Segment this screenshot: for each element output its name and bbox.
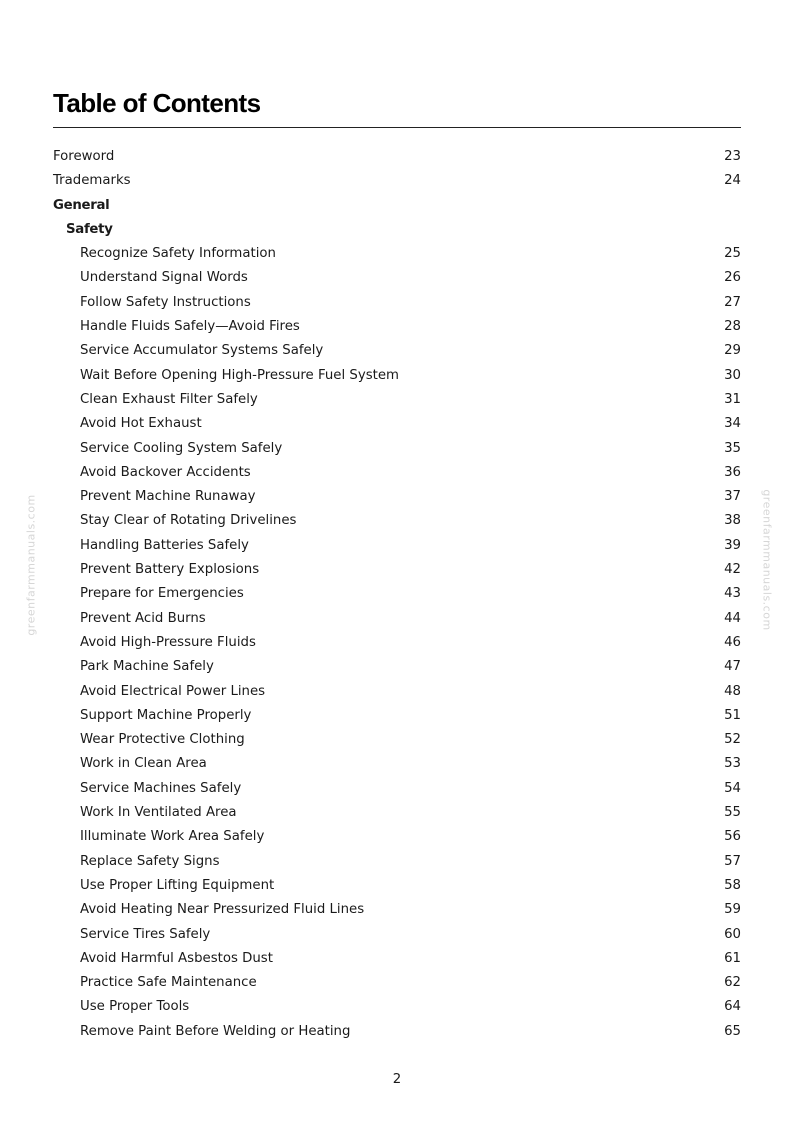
toc-heading [53,218,741,242]
toc-entry-label: Service Tires Safely [80,926,211,942]
toc-entry[interactable] [53,1020,741,1044]
toc-entry-page: 46 [724,634,741,650]
toc-entry[interactable] [53,242,741,266]
toc-entry-label: Safety [66,221,113,237]
toc-entry-page: 27 [724,294,741,310]
toc-list [53,145,741,1044]
toc-entry-label: Prevent Machine Runaway [80,489,256,505]
toc-entry-page: 48 [724,683,741,699]
toc-entry-page: 44 [724,610,741,626]
toc-entry-label: Prevent Acid Burns [80,610,206,626]
toc-entry[interactable] [53,631,741,655]
toc-entry-label: Service Accumulator Systems Safely [80,343,324,359]
page-number: 2 [392,1072,402,1087]
toc-entry[interactable] [53,704,741,728]
toc-entry[interactable] [53,534,741,558]
toc-entry[interactable] [53,558,741,582]
toc-entry-label: Avoid High-Pressure Fluids [80,634,256,650]
toc-entry-label: Use Proper Lifting Equipment [80,877,275,893]
toc-entry-page: 64 [724,999,741,1015]
toc-entry-page: 23 [724,149,741,164]
toc-entry-label: Trademarks [53,173,131,189]
toc-entry-label: Support Machine Properly [80,707,252,723]
toc-entry-page: 58 [724,877,741,893]
toc-entry-label: Wait Before Opening High-Pressure Fuel System [80,367,399,383]
page-title: Table of Contents [53,88,261,118]
watermark-left: greenfarmmanuals.com [24,494,38,636]
toc-entry-page: 55 [724,805,741,821]
toc-entry-page: 30 [724,367,741,383]
toc-entry[interactable] [53,412,741,436]
toc-entry-label: Service Machines Safely [80,780,242,796]
toc-entry-label: Park Machine Safely [80,659,214,675]
toc-entry-label: Recognize Safety Information [80,246,276,262]
toc-entry-label: General [53,197,110,213]
toc-entry-label: Avoid Electrical Power Lines [80,683,266,699]
toc-entry-label: Avoid Heating Near Pressurized Fluid Lines [80,902,365,918]
toc-entry-label: Work in Clean Area [80,756,207,772]
toc-entry-page: 35 [724,440,741,456]
toc-entry-page: 47 [724,659,741,675]
toc-entry[interactable] [53,923,741,947]
toc-entry[interactable] [53,169,741,193]
toc-entry-label: Remove Paint Before Welding or Heating [80,1023,351,1039]
toc-entry-page: 59 [724,902,741,918]
toc-entry-page: 37 [724,489,741,505]
toc-entry-label: Avoid Backover Accidents [80,464,251,480]
watermark-right: greenfarmmanuals.com [760,489,774,631]
toc-entry-page: 39 [724,537,741,553]
toc-entry[interactable] [53,874,741,898]
toc-entry-label: Practice Safe Maintenance [80,975,257,991]
toc-entry-label: Avoid Hot Exhaust [80,416,202,432]
toc-entry-page: 24 [724,173,741,189]
toc-entry[interactable] [53,971,741,995]
toc-entry-label: Avoid Harmful Asbestos Dust [80,950,273,966]
toc-entry-label: Wear Protective Clothing [80,732,245,748]
toc-entry[interactable] [53,825,741,849]
title-divider [53,127,741,128]
toc-entry[interactable] [53,777,741,801]
toc-entry-label: Prepare for Emergencies [80,586,244,602]
toc-entry-page: 42 [724,562,741,578]
toc-entry-page: 29 [724,343,741,359]
toc-entry-label: Foreword [53,149,115,164]
toc-entry[interactable] [53,509,741,533]
toc-entry-page: 34 [724,416,741,432]
toc-entry-page: 51 [724,707,741,723]
toc-entry[interactable] [53,582,741,606]
toc-entry-page: 57 [724,853,741,869]
toc-entry-page: 38 [724,513,741,529]
toc-entry[interactable] [53,339,741,363]
toc-entry-page: 28 [724,319,741,335]
toc-entry-label: Clean Exhaust Filter Safely [80,391,258,407]
toc-entry-label: Use Proper Tools [80,999,190,1015]
toc-entry[interactable] [53,364,741,388]
toc-entry-label: Handle Fluids Safely—Avoid Fires [80,319,300,335]
toc-entry-label: Handling Batteries Safely [80,537,249,553]
toc-entry[interactable] [53,437,741,461]
toc-entry[interactable] [53,291,741,315]
toc-entry-page: 26 [724,270,741,286]
toc-entry[interactable] [53,607,741,631]
toc-entry-label: Illuminate Work Area Safely [80,829,265,845]
toc-entry-page: 56 [724,829,741,845]
toc-entry-label: Understand Signal Words [80,270,248,286]
toc-entry[interactable] [53,266,741,290]
toc-entry[interactable] [53,801,741,825]
toc-entry-page: 53 [724,756,741,772]
toc-entry[interactable] [53,728,741,752]
toc-entry-page: 25 [724,246,741,262]
toc-entry-page: 36 [724,464,741,480]
toc-entry-page: 60 [724,926,741,942]
toc-entry-page: 52 [724,732,741,748]
toc-entry-page: 65 [724,1023,741,1039]
toc-entry[interactable] [53,898,741,922]
toc-entry[interactable] [53,315,741,339]
toc-entry[interactable] [53,850,741,874]
toc-heading [53,194,741,218]
toc-entry-label: Service Cooling System Safely [80,440,283,456]
toc-entry-label: Replace Safety Signs [80,853,220,869]
toc-entry-label: Follow Safety Instructions [80,294,251,310]
toc-entry[interactable] [53,145,741,169]
toc-entry[interactable] [53,485,741,509]
toc-entry-label: Stay Clear of Rotating Drivelines [80,513,297,529]
toc-entry[interactable] [53,995,741,1019]
toc-entry[interactable] [53,655,741,679]
toc-entry[interactable] [53,388,741,412]
toc-entry[interactable] [53,752,741,776]
toc-entry[interactable] [53,680,741,704]
toc-entry-page: 43 [724,586,741,602]
toc-entry-label: Prevent Battery Explosions [80,562,260,578]
toc-entry-page: 61 [724,950,741,966]
toc-entry-page: 62 [724,975,741,991]
toc-entry-page: 31 [724,391,741,407]
toc-entry[interactable] [53,947,741,971]
toc-entry[interactable] [53,461,741,485]
toc-entry-page: 54 [724,780,741,796]
toc-entry-label: Work In Ventilated Area [80,805,237,821]
